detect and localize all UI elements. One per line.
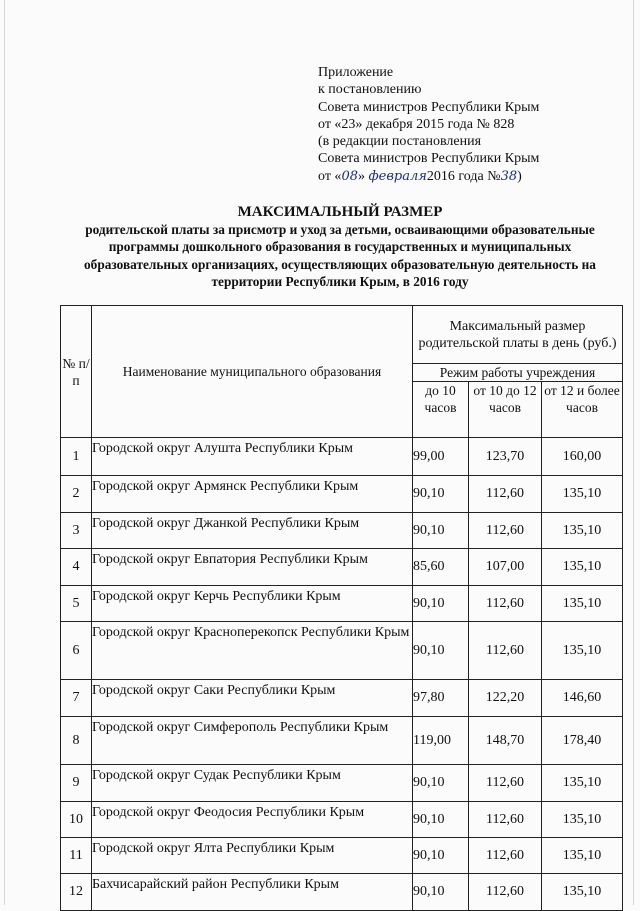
- header-max-fee: Максимальный размер родительской платы в день (руб.): [413, 306, 623, 364]
- attachment-line: к постановлению: [318, 82, 422, 98]
- fee-12h-plus: 135,10: [542, 802, 623, 838]
- fee-12h-plus: 135,10: [542, 586, 623, 622]
- municipality-name: Городской округ Джанкой Республики Крым: [92, 513, 413, 549]
- municipality-name: Городской округ Ялта Республики Крым: [92, 838, 413, 874]
- title-subtitle: родительской платы за присмотр и уход за детьми, осваивающими образовательные программы дошкольного образования в государственных и муниципальных образовательных организациях, осуществляющих образовательную деятельность на территории Республики Крым, в 2016 году: [84, 222, 596, 290]
- attachment-date-line: от «08» февраля2016 года №38): [318, 168, 522, 184]
- fee-10-to-12h: 112,60: [469, 802, 542, 838]
- table-row: [61, 680, 623, 717]
- row-number: 1: [61, 438, 92, 476]
- row-number: 6: [61, 622, 92, 680]
- row-number: 9: [61, 765, 92, 802]
- fee-up-to-10h: 90,10: [413, 622, 469, 680]
- municipality-name: Городской округ Симферополь Республики Крым: [92, 717, 413, 765]
- header-mode: Режим работы учреждения: [413, 364, 623, 382]
- municipality-name: Городской округ Алушта Республики Крым: [92, 438, 413, 476]
- handwritten-number: 38: [500, 168, 518, 184]
- fee-table: [60, 305, 623, 911]
- table-row: [61, 513, 623, 549]
- fee-10-to-12h: 112,60: [469, 622, 542, 680]
- row-number: 3: [61, 513, 92, 549]
- table-row: [61, 549, 623, 586]
- fee-12h-plus: 135,10: [542, 874, 623, 911]
- fee-12h-plus: 135,10: [542, 622, 623, 680]
- header-name: Наименование муниципального образования: [92, 306, 413, 438]
- fee-10-to-12h: 112,60: [469, 586, 542, 622]
- fee-10-to-12h: 112,60: [469, 874, 542, 911]
- table-row: [61, 622, 623, 680]
- fee-12h-plus: 178,40: [542, 717, 623, 765]
- fee-10-to-12h: 148,70: [469, 717, 542, 765]
- table-row: [61, 476, 623, 513]
- municipality-name: Городской округ Керчь Республики Крым: [92, 586, 413, 622]
- attachment-line: Совета министров Республики Крым: [318, 151, 540, 167]
- attachment-line: Приложение: [318, 65, 394, 80]
- fee-up-to-10h: 90,10: [413, 874, 469, 911]
- fee-10-to-12h: 112,60: [469, 513, 542, 549]
- fee-12h-plus: 135,10: [542, 513, 623, 549]
- row-number: 11: [61, 838, 92, 874]
- scan-edge-left: [4, 0, 5, 905]
- date-prefix: от «: [318, 168, 342, 184]
- date-year: 2016 года №: [426, 168, 501, 184]
- fee-12h-plus: 146,60: [542, 680, 623, 717]
- attachment-line: от «23» декабря 2015 года № 828: [318, 116, 515, 132]
- header-col-1: до 10 часов: [413, 382, 469, 438]
- fee-up-to-10h: 85,60: [413, 549, 469, 586]
- fee-up-to-10h: 90,10: [413, 513, 469, 549]
- fee-10-to-12h: 122,20: [469, 680, 542, 717]
- row-number: 4: [61, 549, 92, 586]
- fee-12h-plus: 135,10: [542, 549, 623, 586]
- fee-10-to-12h: 112,60: [469, 765, 542, 802]
- fee-10-to-12h: 107,00: [469, 549, 542, 586]
- row-number: 8: [61, 717, 92, 765]
- fee-12h-plus: 135,10: [542, 765, 623, 802]
- table-row: [61, 438, 623, 476]
- fee-10-to-12h: 112,60: [469, 476, 542, 513]
- row-number: 2: [61, 476, 92, 513]
- document-title: [70, 203, 610, 291]
- table-row: [61, 765, 623, 802]
- fee-12h-plus: 135,10: [542, 838, 623, 874]
- handwritten-month: февраля: [368, 168, 427, 184]
- fee-12h-plus: 135,10: [542, 476, 623, 513]
- title-heading: МАКСИМАЛЬНЫЙ РАЗМЕР: [237, 204, 443, 220]
- fee-up-to-10h: 90,10: [413, 838, 469, 874]
- table-row: [61, 586, 623, 622]
- fee-up-to-10h: 90,10: [413, 476, 469, 513]
- fee-10-to-12h: 123,70: [469, 438, 542, 476]
- municipality-name: Городской округ Армянск Республики Крым: [92, 476, 413, 513]
- row-number: 5: [61, 586, 92, 622]
- scan-edge-right: [633, 0, 634, 905]
- row-number: 10: [61, 802, 92, 838]
- row-number: 12: [61, 874, 92, 911]
- header-col-2: от 10 до 12 часов: [469, 382, 542, 438]
- fee-up-to-10h: 90,10: [413, 765, 469, 802]
- attachment-line: Совета министров Республики Крым: [318, 99, 540, 115]
- municipality-name: Городской округ Красноперекопск Республики Крым: [92, 622, 413, 680]
- fee-up-to-10h: 99,00: [413, 438, 469, 476]
- fee-up-to-10h: 119,00: [413, 717, 469, 765]
- municipality-name: Городской округ Судак Республики Крым: [92, 765, 413, 802]
- fee-up-to-10h: 90,10: [413, 802, 469, 838]
- fee-up-to-10h: 90,10: [413, 586, 469, 622]
- table-row: [61, 717, 623, 765]
- row-number: 7: [61, 680, 92, 717]
- fee-up-to-10h: 97,80: [413, 680, 469, 717]
- header-col-3: от 12 и более часов: [542, 382, 623, 438]
- header-num: № п/п: [61, 306, 92, 438]
- attachment-block: [318, 64, 539, 185]
- table-row: [61, 802, 623, 838]
- municipality-name: Городской округ Евпатория Республики Крым: [92, 549, 413, 586]
- fee-12h-plus: 160,00: [542, 438, 623, 476]
- municipality-name: Городской округ Саки Республики Крым: [92, 680, 413, 717]
- municipality-name: Городской округ Феодосия Республики Крым: [92, 802, 413, 838]
- municipality-name: Бахчисарайский район Республики Крым: [92, 874, 413, 911]
- date-separator: »: [357, 168, 369, 184]
- table-row: [61, 838, 623, 874]
- fee-10-to-12h: 112,60: [469, 838, 542, 874]
- attachment-line: (в редакции постановления: [318, 134, 482, 150]
- handwritten-day: 08: [341, 168, 358, 184]
